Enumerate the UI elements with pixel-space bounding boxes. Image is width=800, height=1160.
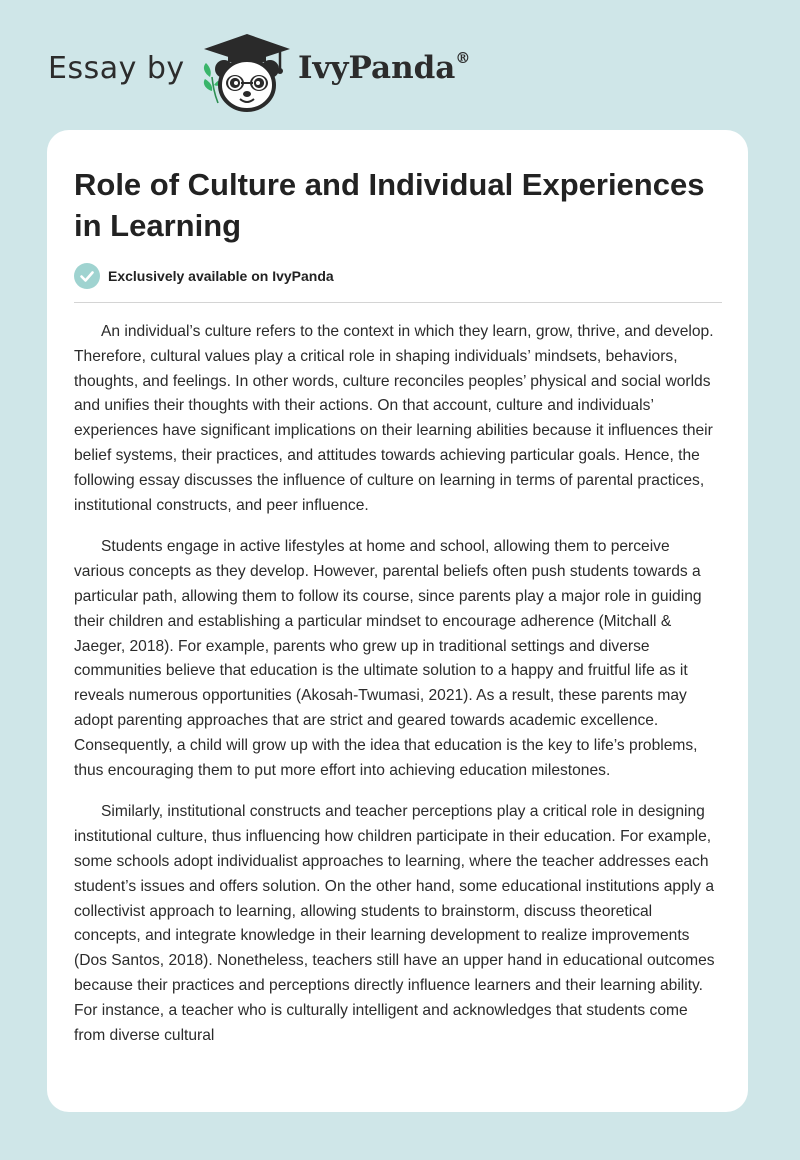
- paragraph: Similarly, institutional constructs and teacher perceptions play a critical role in designing institutional culture, thus influencing how children participate in their education. For example, some schools adopt individualist approaches to learning, where the teacher addresses each student’s issues and offers solution. On the other hand, some educational institutions apply a collectivist approach to learning, allowing students to brainstorm, discuss theoretical concepts, and integrate knowledge in their learning development to realize improvements (Dos Santos, 2018). Nonetheless, teachers still have an upper hand in educational outcomes because their practices and perceptions directly influence learners and their learning ability. For instance, a teacher who is culturally intelligent and acknowledges that students come from diverse cultural: [74, 803, 715, 1044]
- badge-text: Exclusively available on IvyPanda: [108, 268, 334, 284]
- brand-name[interactable]: IvyPanda®: [298, 48, 471, 86]
- registered-mark: ®: [455, 48, 471, 67]
- divider: [74, 302, 722, 303]
- essay-body: [74, 320, 722, 1065]
- site-header: [0, 0, 800, 130]
- paragraph: An individual’s culture refers to the context in which they learn, grow, thrive, and develop. Therefore, cultural values play a critical role in shaping individuals’ mindsets, behaviors, thoughts, and feelings. In other words, culture reconciles peoples’ physical and social worlds and unifies their thoughts with their actions. On that account, culture and individuals’ experiences have significant implications on their learning abilities because it influences their belief systems, their practices, and attitudes towards achieving particular goals. Hence, the following essay discusses the influence of culture on learning in terms of parental practices, institutional constructs, and peer influence.: [74, 323, 714, 514]
- brand-prefix: Essay by: [48, 51, 185, 86]
- paragraph: Students engage in active lifestyles at home and school, allowing them to perceive various concepts as they develop. However, parental beliefs often push students towards a particular path, allowing them to follow its course, since parents play a major role in guiding their children and establishing a particular mindset to encourage adherence (Mitchall & Jaeger, 2018). For example, parents who grew up in traditional settings and diverse communities believe that education is the ultimate solution to a happy and fruitful life as it reveals numerous opportunities (Akosah-Twumasi, 2021). As a result, these parents may adopt parenting approaches that are strict and geared towards academic excellence. Consequently, a child will grow up with the idea that education is the key to life’s problems, thus encouraging them to put more effort into achieving education milestones.: [74, 538, 702, 779]
- essay-title: Role of Culture and Individual Experiences in Learning: [74, 167, 705, 243]
- essay-card: [47, 130, 748, 1112]
- check-circle-icon: [74, 263, 100, 289]
- panda-graduate-icon[interactable]: [200, 33, 295, 113]
- exclusive-badge: [74, 263, 334, 289]
